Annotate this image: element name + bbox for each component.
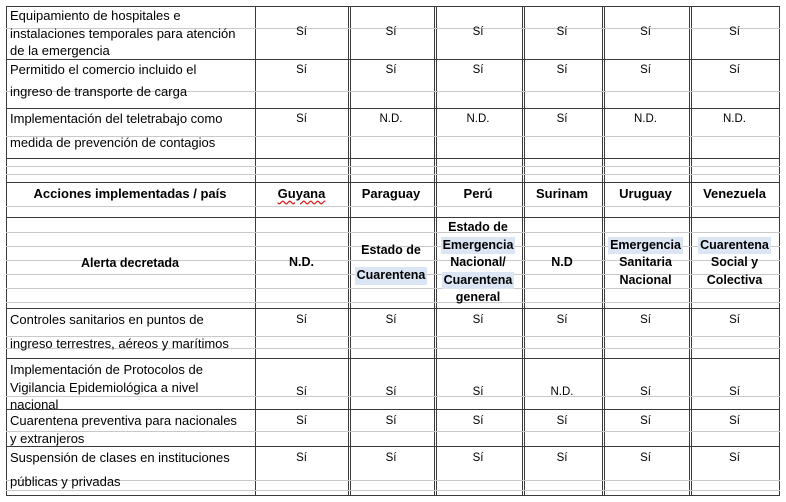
- table-cell: [348, 401, 434, 437]
- row-label-comercio: [6, 60, 254, 108]
- alert-line: Social y: [710, 255, 759, 270]
- cell-value: Sí: [640, 415, 651, 427]
- alert-value: [348, 218, 434, 308]
- label-line: Implementación del teletrabajo como: [10, 111, 223, 126]
- country-name: Uruguay: [619, 185, 672, 201]
- table-cell: [255, 438, 348, 486]
- table-cell: [522, 438, 602, 486]
- alert-line: N.D: [551, 255, 573, 270]
- table-cell: [689, 300, 780, 348]
- alert-value: [434, 218, 522, 308]
- label-line: nacional: [10, 397, 59, 412]
- alert-line: N.D.: [289, 255, 314, 270]
- cell-value: Sí: [296, 415, 307, 427]
- table-cell: [522, 50, 602, 98]
- table-cell: [602, 401, 689, 437]
- table-cell: [348, 50, 434, 98]
- row-label-alerta: [6, 219, 254, 309]
- header-country: [689, 178, 780, 208]
- cell-value: Sí: [472, 452, 484, 464]
- label-line: Equipamiento de hospitales e: [10, 8, 181, 23]
- cell-value: Sí: [385, 64, 397, 76]
- table-cell: [255, 401, 348, 437]
- cell-value: Sí: [385, 452, 397, 464]
- table-faint-rule: [6, 174, 780, 175]
- row-label-clases: [6, 448, 254, 496]
- cell-value: Sí: [296, 452, 307, 464]
- table-cell: [434, 300, 522, 348]
- label-line: instalaciones temporales para atención: [10, 25, 236, 41]
- cell-value: Sí: [556, 415, 568, 427]
- cell-value: Sí: [640, 26, 651, 38]
- cell-value: Sí: [640, 386, 651, 398]
- table-cell: [434, 99, 522, 149]
- cell-value: Sí: [640, 64, 651, 76]
- label-line: Vigilancia Epidemiológica a nivel: [10, 379, 199, 395]
- alert-value: [602, 218, 689, 308]
- cell-value: N.D.: [550, 386, 574, 398]
- header-country: [348, 178, 434, 208]
- cell-value: Sí: [296, 386, 307, 398]
- table-cell: [522, 300, 602, 348]
- label-line: Permitido el comercio incluido el: [10, 62, 197, 77]
- cell-value: Sí: [729, 26, 740, 38]
- cell-value: Sí: [556, 26, 568, 38]
- cell-value: Sí: [385, 26, 397, 38]
- label-line: Cuarentena preventiva para nacionales: [10, 413, 237, 428]
- header-country: [434, 178, 522, 208]
- table-cell: [348, 99, 434, 149]
- cell-value: Sí: [556, 64, 568, 76]
- alert-line: Emergencia: [608, 237, 683, 255]
- row-label-controles: [6, 310, 254, 358]
- alert-value: [689, 218, 780, 308]
- label-line: Controles sanitarios en puntos de: [10, 312, 204, 327]
- alert-line: Estado de: [361, 242, 421, 257]
- table-cell: [434, 438, 522, 486]
- table-cell: [434, 401, 522, 437]
- row-label-teletrabajo: [6, 109, 254, 159]
- cell-value: Sí: [296, 26, 307, 38]
- table-cell: [689, 438, 780, 486]
- cell-value: Sí: [296, 113, 307, 125]
- cell-value: Sí: [640, 452, 651, 464]
- cell-value: Sí: [556, 452, 568, 464]
- header-acciones: [6, 178, 254, 208]
- row-label-protocolos: [6, 360, 254, 410]
- cell-value: Sí: [472, 386, 484, 398]
- label-line: ingreso de transporte de carga: [10, 83, 188, 99]
- header-country: [602, 178, 689, 208]
- country-name: Venezuela: [703, 185, 766, 201]
- cell-value: Sí: [385, 415, 397, 427]
- label-line: de la emergencia: [10, 43, 110, 58]
- table-cell: [255, 50, 348, 98]
- label-line: Suspensión de clases en instituciones: [10, 450, 230, 465]
- table-cell: [348, 300, 434, 348]
- cell-value: Sí: [472, 64, 484, 76]
- header-country: [255, 178, 348, 208]
- alert-label: Alerta decretada: [81, 256, 179, 271]
- country-name: Paraguay: [361, 185, 421, 201]
- table-cell: [602, 99, 689, 149]
- country-name: Perú: [463, 185, 493, 201]
- table-cell: [689, 401, 780, 437]
- cell-value: Sí: [472, 26, 484, 38]
- table-cell: [522, 401, 602, 437]
- alert-line: general: [455, 290, 501, 305]
- cell-value: Sí: [296, 64, 307, 76]
- table-cell: [348, 438, 434, 486]
- cell-value: Sí: [385, 314, 397, 326]
- cell-value: Sí: [556, 113, 568, 125]
- cell-value: N.D.: [634, 113, 657, 125]
- header-country: [522, 178, 602, 208]
- cell-value: Sí: [729, 452, 740, 464]
- cell-value: Sí: [729, 386, 740, 398]
- label-line: ingreso terrestres, aéreos y marítimos: [10, 335, 229, 351]
- label-line: medida de prevención de contagios: [10, 134, 216, 150]
- header-label: Acciones implementadas / país: [33, 185, 227, 201]
- table-row-border: [6, 358, 780, 359]
- table-cell: [255, 99, 348, 149]
- alert-value: [255, 218, 348, 308]
- table-cell: [434, 50, 522, 98]
- row-label-equipamiento: [6, 6, 254, 59]
- table-cell: [602, 50, 689, 98]
- cell-value: Sí: [556, 314, 568, 326]
- cell-value: Sí: [729, 64, 740, 76]
- alert-line: Sanitaria: [619, 255, 672, 270]
- cell-value: N.D.: [466, 113, 490, 125]
- cell-value: Sí: [729, 314, 740, 326]
- cell-value: N.D.: [379, 113, 403, 125]
- table-cell: [602, 438, 689, 486]
- table-cell: [522, 99, 602, 149]
- alert-line: Cuarentena: [442, 272, 515, 290]
- cell-value: Sí: [472, 415, 484, 427]
- label-line: y extranjeros: [10, 430, 85, 446]
- alert-line: Nacional: [619, 272, 672, 287]
- cell-value: Sí: [729, 415, 740, 427]
- alert-line: Estado de: [448, 220, 508, 235]
- alert-line: Colectiva: [706, 272, 763, 287]
- cell-value: Sí: [640, 314, 651, 326]
- document-table-sheet: [6, 6, 780, 496]
- cell-value: Sí: [296, 314, 307, 326]
- country-name: Guyana: [277, 185, 326, 201]
- table-cell: [689, 50, 780, 98]
- alert-line: Cuarentena: [355, 267, 428, 285]
- label-line: públicas y privadas: [10, 473, 121, 489]
- label-line: Implementación de Protocolos de: [10, 362, 203, 377]
- alert-line: Cuarentena: [698, 237, 771, 255]
- table-cell: [602, 300, 689, 348]
- cell-value: N.D.: [723, 113, 746, 125]
- alert-value: [522, 218, 602, 308]
- table-faint-rule: [6, 166, 780, 167]
- table-cell: [255, 300, 348, 348]
- cell-value: Sí: [472, 314, 484, 326]
- alert-line: Nacional/: [450, 255, 506, 270]
- country-name: Surinam: [535, 185, 588, 201]
- row-label-cuarentena: [6, 411, 254, 447]
- alert-line: Emergencia: [441, 237, 516, 255]
- cell-value: Sí: [385, 386, 397, 398]
- table-cell: [689, 99, 780, 149]
